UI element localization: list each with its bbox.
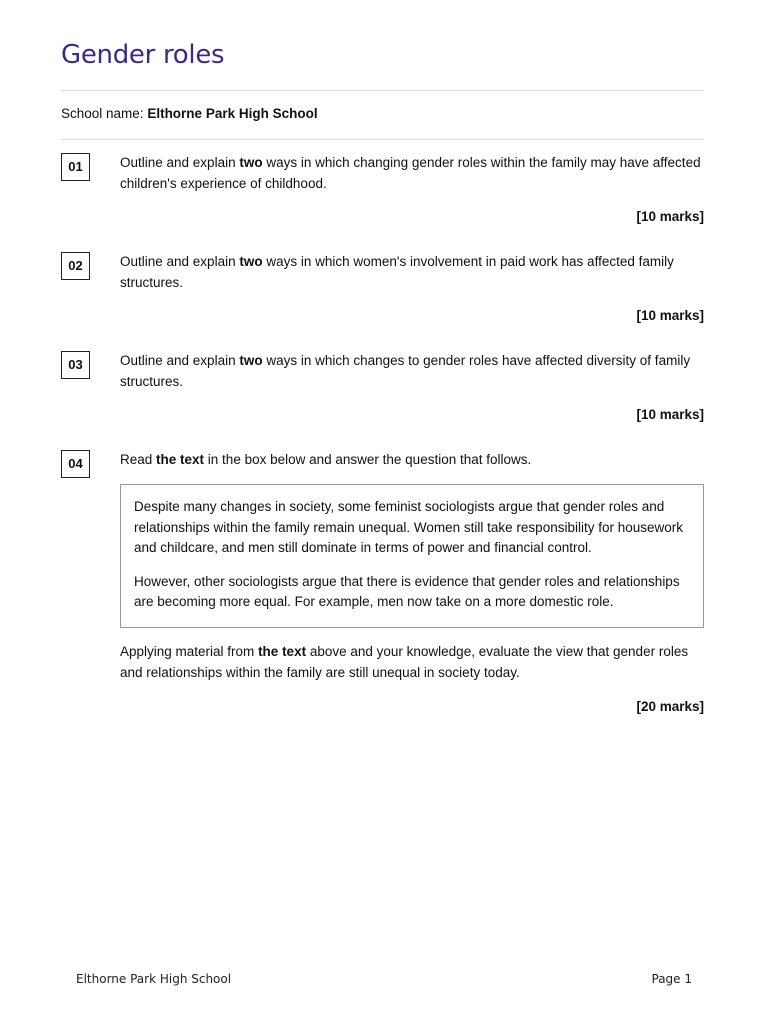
footer-page-number: Page 1	[651, 972, 692, 986]
question-text	[120, 351, 704, 392]
page-title: Gender roles	[61, 40, 225, 70]
school-name-label: School name:	[61, 106, 148, 121]
question-follow-up-text	[120, 642, 704, 683]
follow-up-text-emphasis: the text	[258, 644, 307, 659]
source-paragraph: However, other sociologists argue that there is evidence that gender roles and relationships are becoming more equal. For example, men now take on a more domestic role.	[134, 573, 680, 609]
school-name-line	[61, 105, 318, 123]
question-marks: [10 marks]	[636, 209, 704, 224]
school-name-value: Elthorne Park High School	[147, 106, 318, 121]
question-text-emphasis: two	[239, 155, 263, 170]
question-text	[120, 153, 704, 194]
question-text-emphasis: two	[239, 254, 263, 269]
question-text-end: ways in which changes to gender roles have affected diversity of family structures.	[120, 353, 691, 389]
question-marks: [20 marks]	[636, 699, 704, 714]
question-text-start: Read	[120, 452, 157, 467]
question-text-start: Outline and explain	[120, 155, 240, 170]
follow-up-text-start: Applying material from	[120, 644, 259, 659]
question-text-end: ways in which changing gender roles within the family may have affected children's experience of childhood.	[120, 155, 701, 191]
source-paragraph: Despite many changes in society, some feminist sociologists argue that gender roles and relationships within the family remain unequal. Women still take responsibility for housework and childcare, and men still dominate in terms of power and financial control.	[134, 499, 684, 555]
follow-up-text-end: above and your knowledge, evaluate the view that gender roles and relationships within the family are still unequal in society today.	[120, 644, 689, 680]
question-text-start: Outline and explain	[120, 254, 240, 269]
question-text-end: ways in which women's involvement in paid work has affected family structures.	[120, 254, 674, 290]
source-text-box	[120, 484, 704, 628]
question-text	[120, 252, 704, 293]
school-divider	[61, 139, 704, 140]
title-divider	[61, 90, 704, 91]
question-marks: [10 marks]	[636, 308, 704, 323]
question-text-emphasis: the text	[156, 452, 205, 467]
question-number-box: 01	[61, 153, 90, 181]
question-text-start: Outline and explain	[120, 353, 240, 368]
question-number-box: 02	[61, 252, 90, 280]
question-marks: [10 marks]	[636, 407, 704, 422]
question-text	[120, 450, 704, 471]
question-number-box: 04	[61, 450, 90, 478]
question-text-end: in the box below and answer the question that follows.	[204, 452, 532, 467]
question-number-box: 03	[61, 351, 90, 379]
question-text-emphasis: two	[239, 353, 263, 368]
footer-school-name: Elthorne Park High School	[76, 972, 232, 986]
